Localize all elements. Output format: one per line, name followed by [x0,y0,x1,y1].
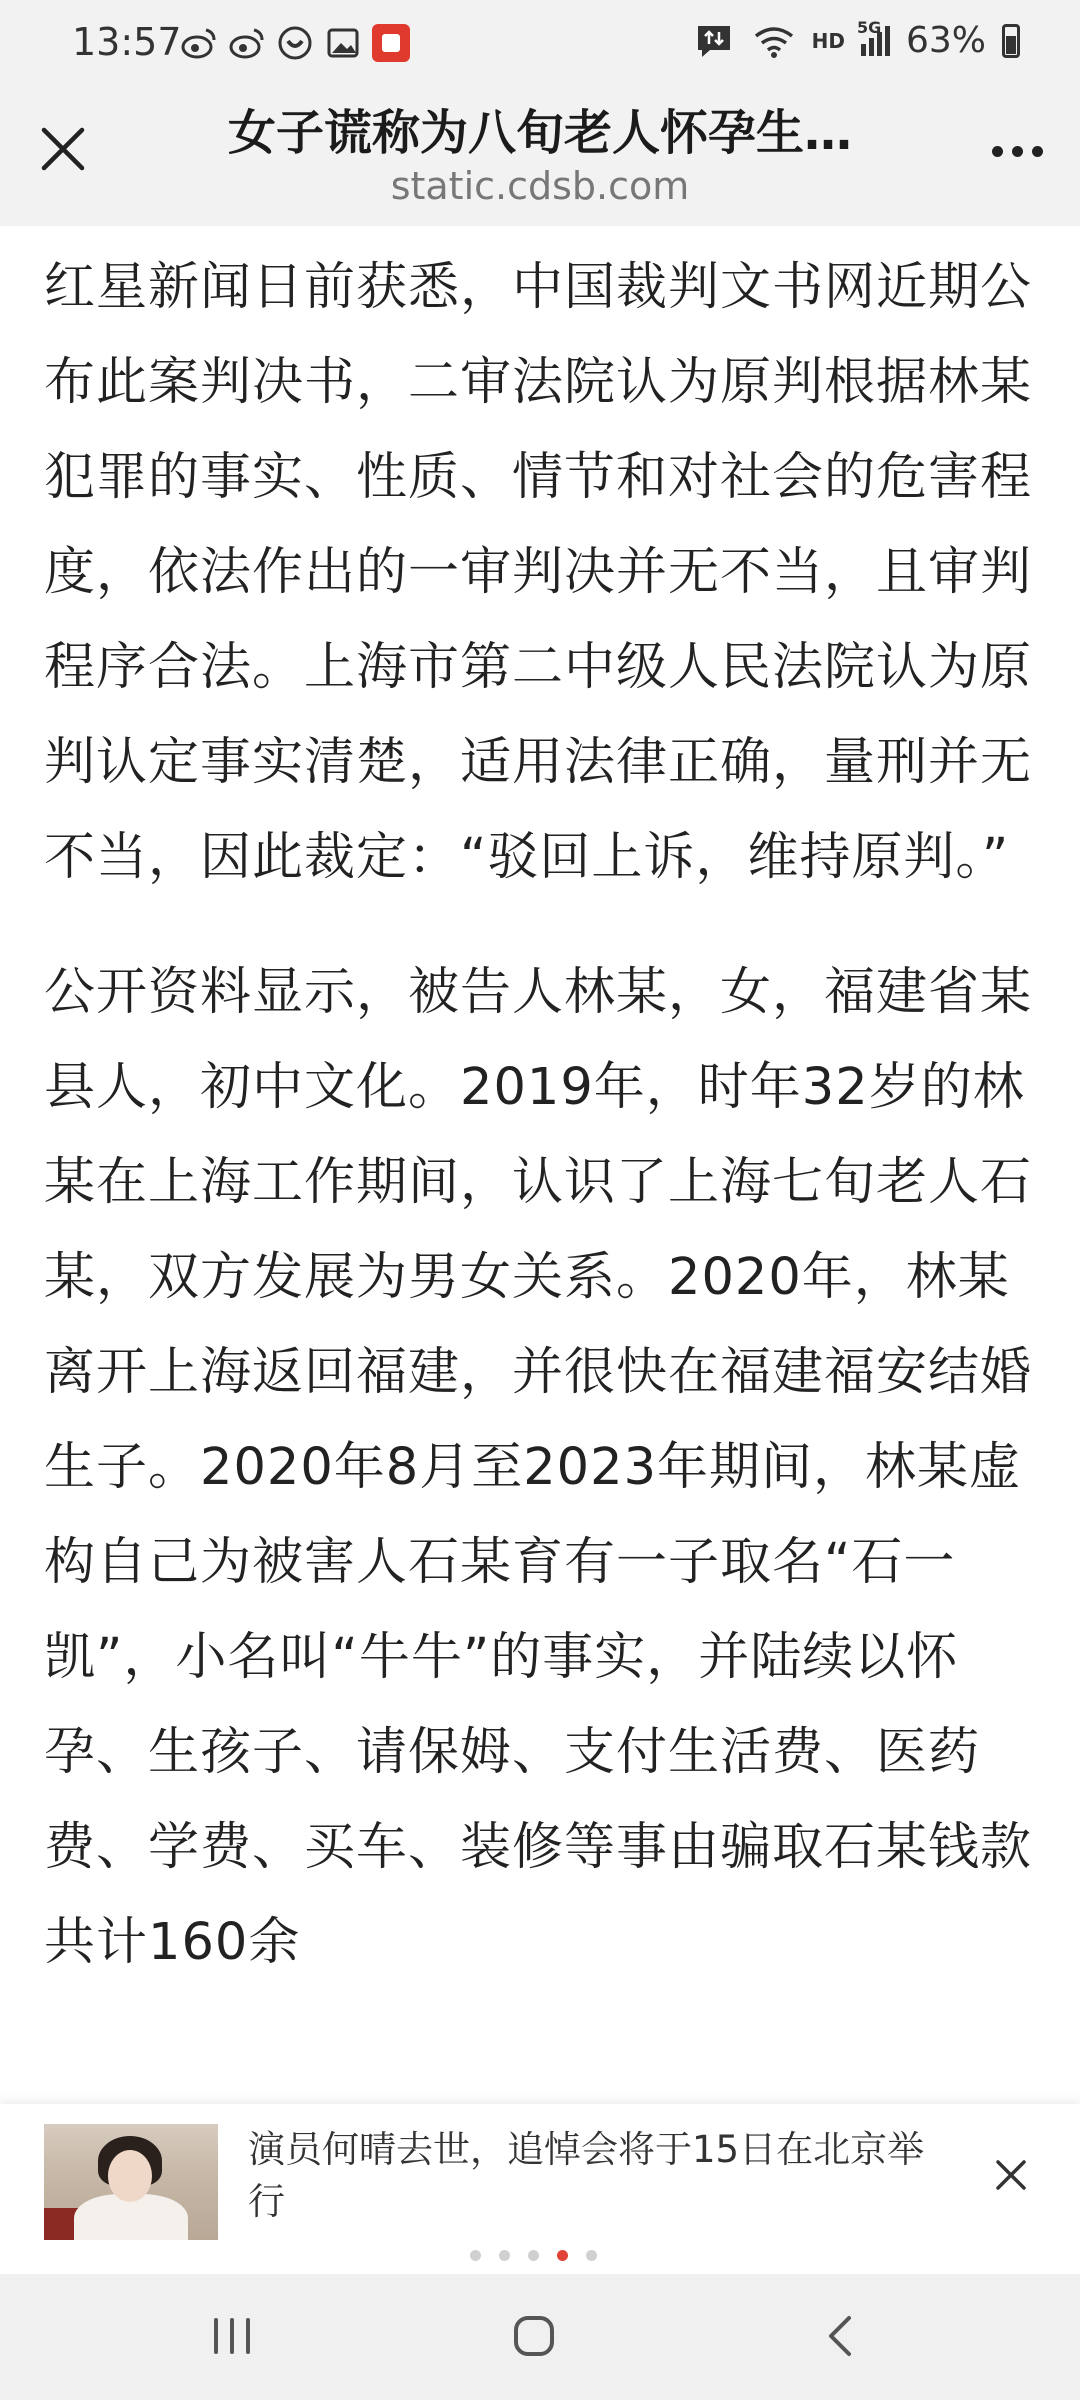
signal-icon [856,17,890,56]
notification-icons [180,24,410,62]
article-paragraph: 红星新闻日前获悉，中国裁判文书网近期公布此案判决书，二审法院认为原判根据林某犯罪的事实、性质、情节和对社会的危害程度，依法作出的一审判决并无不当，且审判程序合法。上海市第二中级人民法院认为原判认定事实清楚，适用法律正确，量刑并无不当，因此裁定：“驳回上诉，维持原判。” [44,258,1033,887]
weibo-icon [228,24,266,62]
back-icon [825,2314,855,2358]
close-icon [995,2159,1027,2191]
news-banner[interactable] [0,2104,1080,2274]
gallery-icon [324,24,362,62]
weibo-icon [180,24,218,62]
page-url[interactable]: static.cdsb.com [390,164,690,208]
news-headline[interactable]: 演员何晴去世，追悼会将于15日在北京举行 [248,2128,925,2223]
red-app-icon [372,24,410,62]
carousel-dot [528,2250,539,2261]
more-dot [1032,146,1043,157]
more-dot [992,146,1003,157]
more-dot [1012,146,1023,157]
recent-apps-icon [210,2316,254,2356]
back-button[interactable] [800,2306,880,2366]
navigation-bar [0,2274,1080,2400]
browser-toolbar [0,88,1080,226]
network-type-label: 5G [856,17,882,37]
home-button[interactable] [494,2306,574,2366]
recent-apps-button[interactable] [192,2306,272,2366]
battery-icon [1002,24,1020,58]
carousel-dot [470,2250,481,2261]
carousel-dot-active [557,2250,568,2261]
page-title: 女子谎称为八旬老人怀孕生… [227,105,852,161]
status-time: 13:57 [72,20,182,64]
carousel-indicator [470,2250,597,2261]
article-body [44,240,1044,1990]
status-bar [0,0,1080,88]
article-paragraph: 公开资料显示，被告人林某，女，福建省某县人，初中文化。2019年，时年32岁的林某在上海工作期间，认识了上海七旬老人石某，双方发展为男女关系。2020年，林某离开上海返回福建，并很快在福建福安结婚生子。2020年8月至2023年期间，林某虚构自己为被害人石某育有一子取名“石一凯”，小名叫“牛牛”的事实，并陆续以怀孕、生孩子、请保姆、支付生活费、医药费、学费、买车、装修等事由骗取石某钱款共计160余 [44,963,1033,1972]
wifi-icon [752,22,796,60]
system-indicators [692,17,1020,61]
battery-level [1006,36,1016,54]
hd-label: HD [811,28,845,53]
carousel-dot [499,2250,510,2261]
data-transfer-icon [692,22,736,60]
close-button[interactable] [28,114,98,184]
battery-percent: 63% [905,20,986,61]
close-icon [40,126,86,172]
home-icon [511,2313,557,2359]
news-thumbnail[interactable] [44,2124,218,2240]
carousel-dot [586,2250,597,2261]
app-icon [276,24,314,62]
banner-close-button[interactable] [986,2150,1036,2200]
more-options-button[interactable] [982,126,1052,176]
